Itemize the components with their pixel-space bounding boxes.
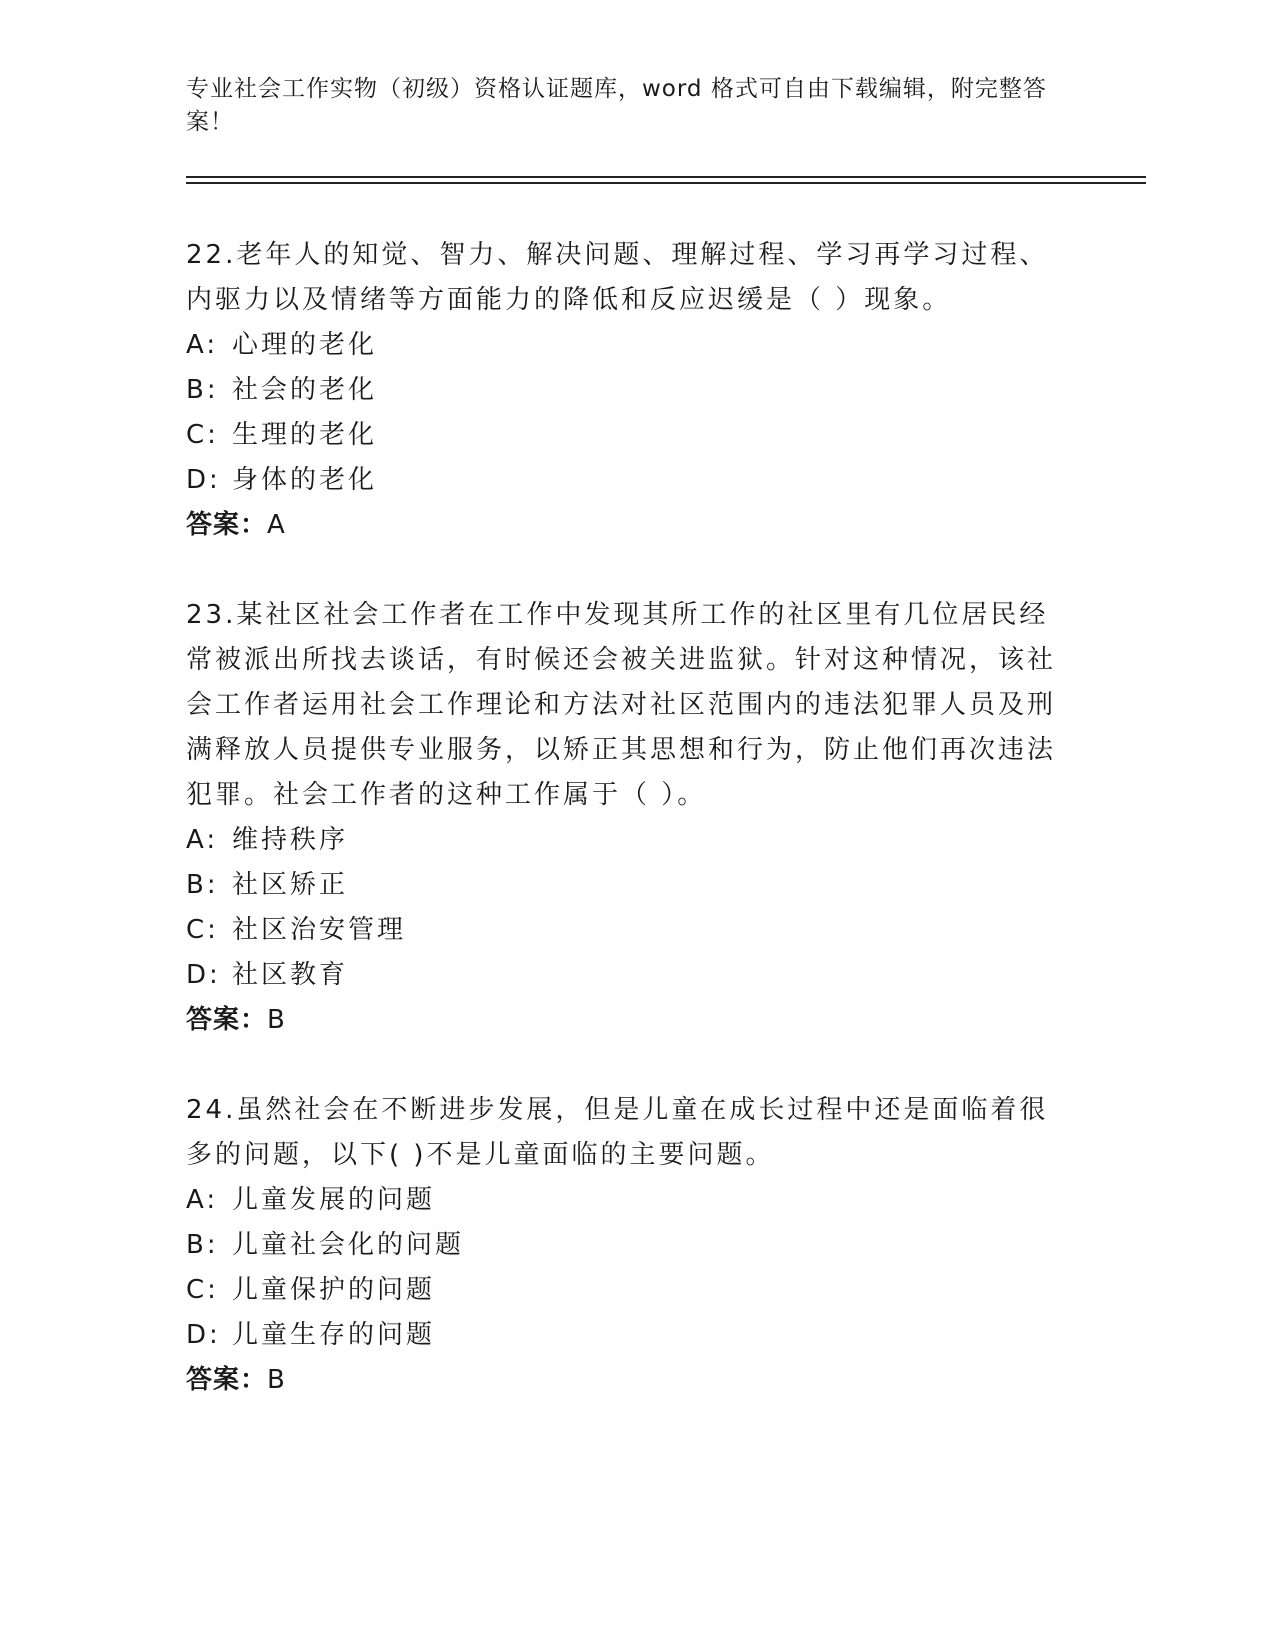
option-text: 儿童生存的问题 bbox=[232, 1320, 436, 1350]
option-text: 社区治安管理 bbox=[232, 915, 407, 945]
page-header-text: 专业社会工作实物（初级）资格认证题库，word 格式可自由下载编辑，附完整答案！ bbox=[186, 76, 1047, 135]
option-letter: C: bbox=[186, 1275, 219, 1305]
option-letter: B: bbox=[186, 1230, 219, 1260]
option-c bbox=[186, 1268, 1066, 1313]
answer-value: B bbox=[267, 1005, 286, 1035]
question-number: 23. bbox=[186, 600, 237, 630]
option-text: 社会的老化 bbox=[232, 375, 378, 405]
option-text: 儿童保护的问题 bbox=[232, 1275, 436, 1305]
question-23 bbox=[186, 593, 1066, 1043]
question-text: 虽然社会在不断进步发展，但是儿童在成长过程中还是面临着很多的问题，以下( )不是儿童面临的主要问题。 bbox=[186, 1095, 1049, 1170]
answer-label: 答案： bbox=[186, 510, 268, 540]
option-text: 儿童社会化的问题 bbox=[232, 1230, 465, 1260]
answer-line bbox=[186, 998, 1066, 1043]
question-stem bbox=[186, 593, 1066, 818]
option-letter: B: bbox=[186, 870, 219, 900]
option-text: 维持秩序 bbox=[232, 825, 349, 855]
option-a bbox=[186, 323, 1066, 368]
option-letter: A: bbox=[186, 1185, 219, 1215]
answer-value: B bbox=[267, 1365, 286, 1395]
question-number: 22. bbox=[186, 240, 237, 270]
header-rule-bottom bbox=[186, 182, 1146, 184]
option-letter: D: bbox=[186, 960, 221, 990]
option-text: 社区教育 bbox=[232, 960, 349, 990]
option-letter: B: bbox=[186, 375, 219, 405]
option-b bbox=[186, 1223, 1066, 1268]
answer-label: 答案： bbox=[186, 1365, 268, 1395]
option-letter: A: bbox=[186, 825, 219, 855]
question-22 bbox=[186, 233, 1066, 548]
option-letter: C: bbox=[186, 915, 219, 945]
option-a bbox=[186, 818, 1066, 863]
question-text: 某社区社会工作者在工作中发现其所工作的社区里有几位居民经常被派出所找去谈话，有时候还会被关进监狱。针对这种情况，该社会工作者运用社会工作理论和方法对社区范围内的违法犯罪人员及刑满释放人员提供专业服务，以矫正其思想和行为，防止他们再次违法犯罪。社会工作者的这种工作属于（ ）。 bbox=[186, 600, 1057, 810]
option-letter: D: bbox=[186, 1320, 221, 1350]
question-number: 24. bbox=[186, 1095, 237, 1125]
option-text: 儿童发展的问题 bbox=[232, 1185, 436, 1215]
option-letter: D: bbox=[186, 465, 221, 495]
question-stem bbox=[186, 233, 1066, 323]
option-a bbox=[186, 1178, 1066, 1223]
answer-line bbox=[186, 503, 1066, 548]
option-b bbox=[186, 863, 1066, 908]
answer-line bbox=[186, 1358, 1066, 1403]
answer-value: A bbox=[267, 510, 286, 540]
answer-label: 答案： bbox=[186, 1005, 268, 1035]
option-text: 生理的老化 bbox=[232, 420, 378, 450]
option-c bbox=[186, 908, 1066, 953]
header-rule-top bbox=[186, 176, 1146, 178]
option-text: 社区矫正 bbox=[232, 870, 349, 900]
option-d bbox=[186, 458, 1066, 503]
option-b bbox=[186, 368, 1066, 413]
question-stem bbox=[186, 1088, 1066, 1178]
question-text: 老年人的知觉、智力、解决问题、理解过程、学习再学习过程、内驱力以及情绪等方面能力的降低和反应迟缓是（ ）现象。 bbox=[186, 240, 1049, 315]
option-letter: C: bbox=[186, 420, 219, 450]
option-text: 心理的老化 bbox=[232, 330, 378, 360]
question-24 bbox=[186, 1088, 1066, 1403]
option-text: 身体的老化 bbox=[232, 465, 378, 495]
option-c bbox=[186, 413, 1066, 458]
option-d bbox=[186, 1313, 1066, 1358]
option-letter: A: bbox=[186, 330, 219, 360]
option-d bbox=[186, 953, 1066, 998]
